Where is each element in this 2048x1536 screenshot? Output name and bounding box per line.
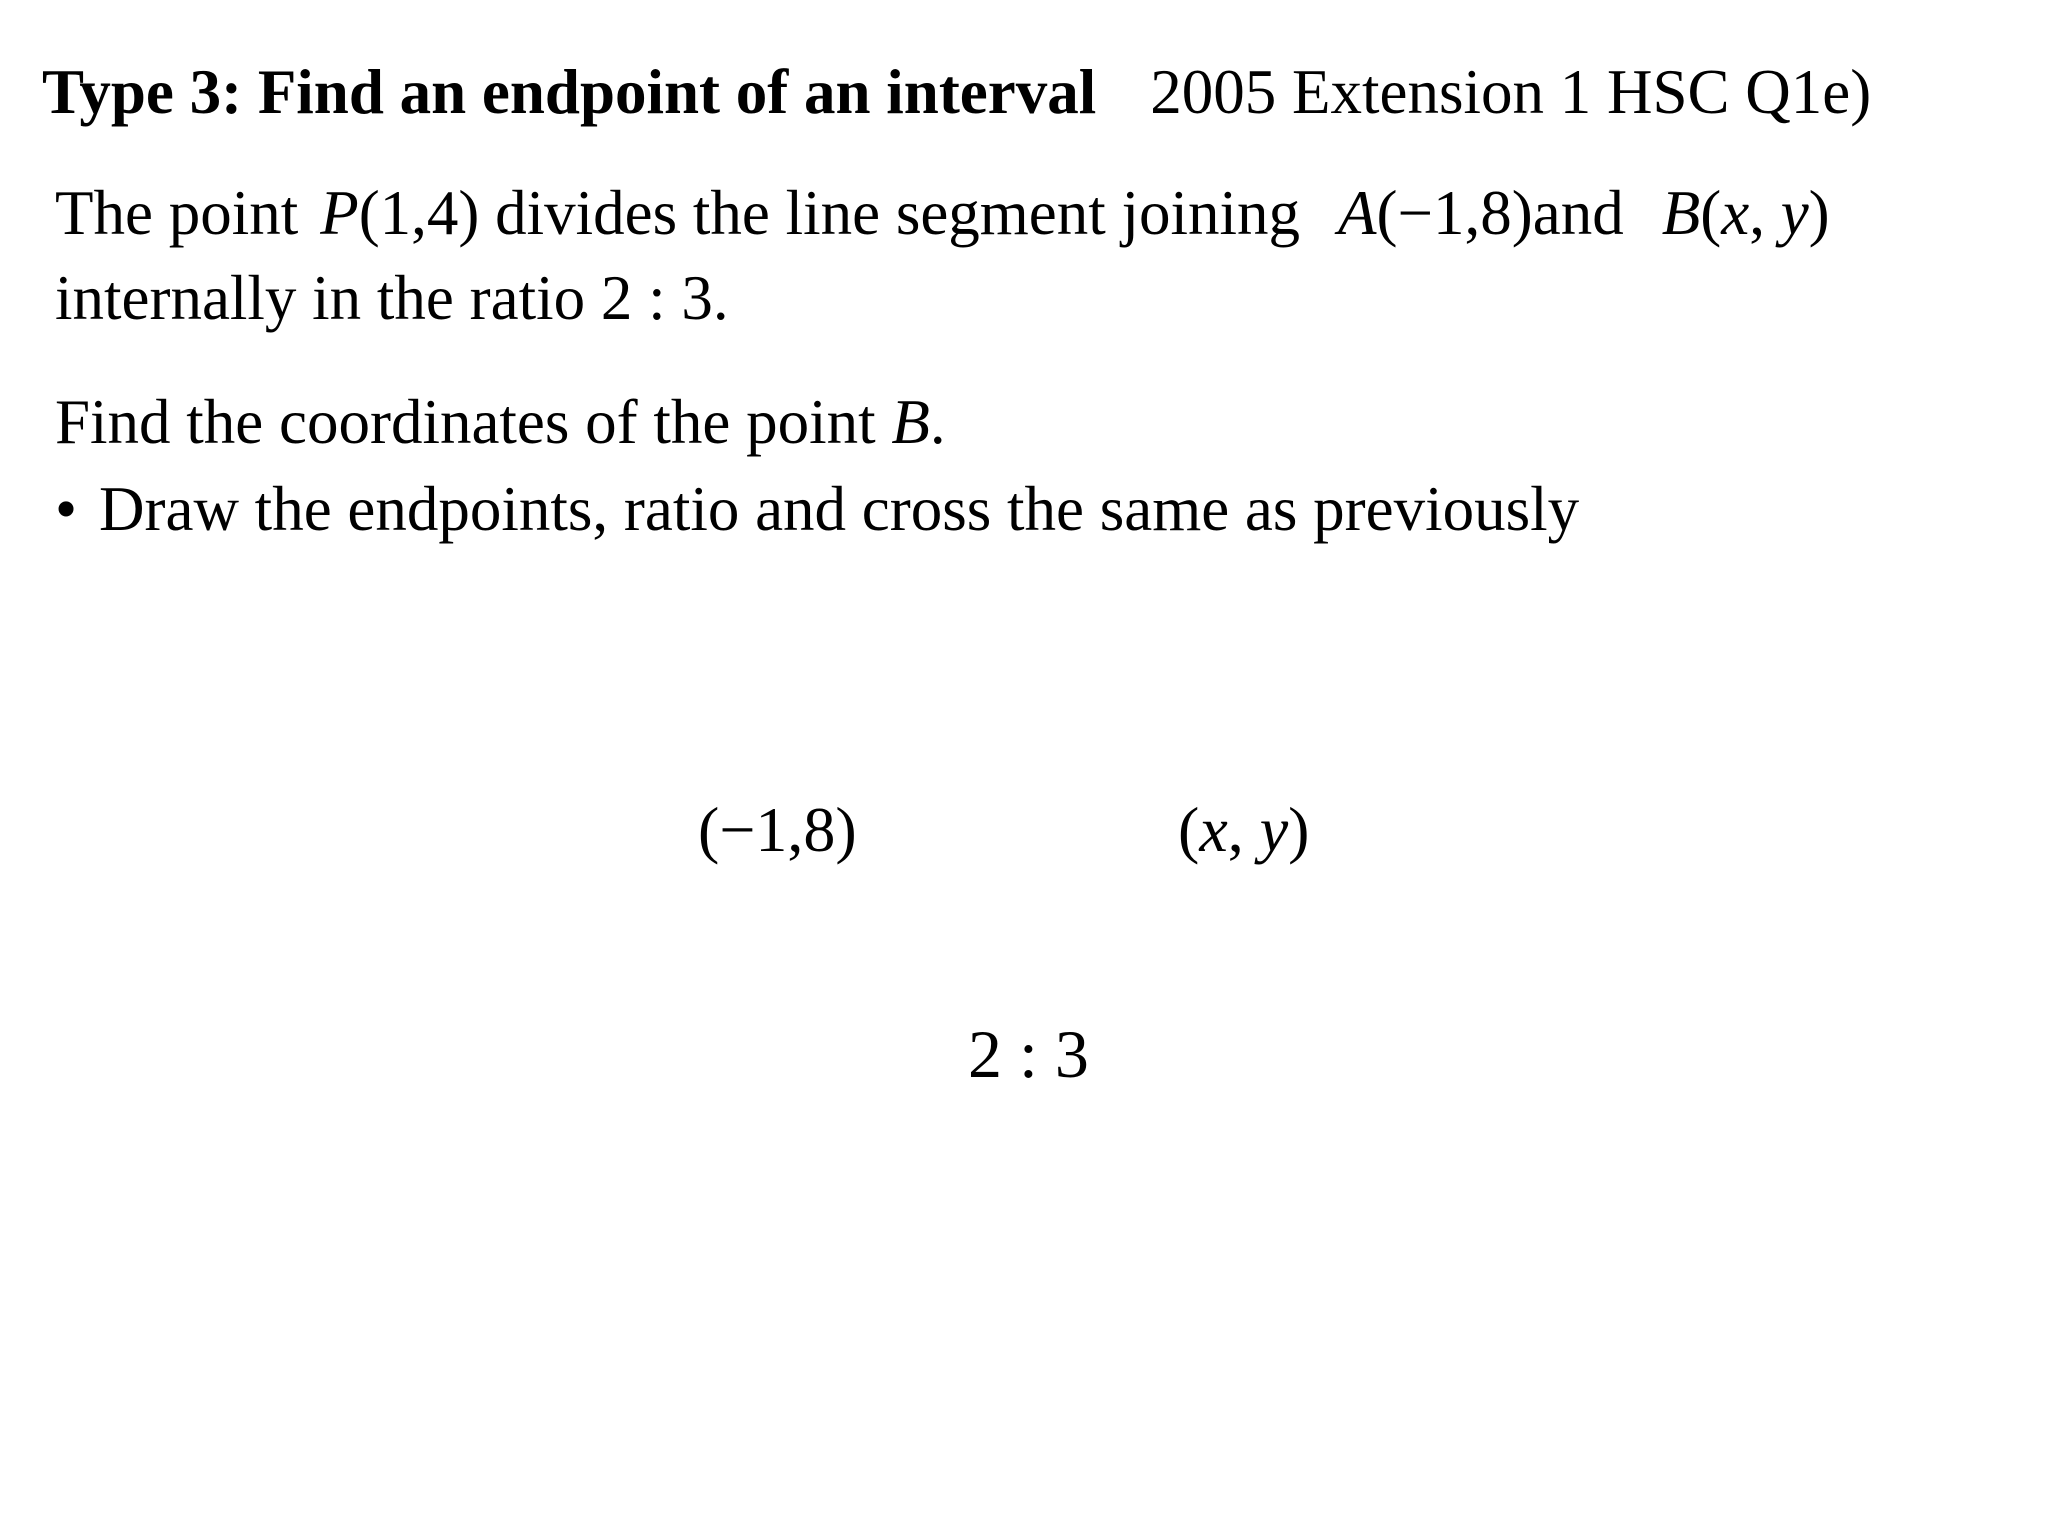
point-b-x: x [1721,178,1750,248]
endpoint-b-open: ( [1178,794,1200,865]
diagram-endpoint-b [1178,790,1309,870]
question-period: . [929,387,946,457]
text-divides: divides the line segment joining [495,178,1301,248]
text-the-point: The point [55,178,299,248]
endpoint-b-close: ) [1288,794,1310,865]
endpoint-b-y: y [1259,794,1289,865]
bullet-item [55,468,1579,550]
text-and: and [1532,178,1624,248]
diagram-ratio: 2 : 3 [968,1016,1089,1092]
slide-title [42,52,1871,132]
question-point-b: B [891,387,930,457]
diagram-endpoint-a: (−1,8) [698,794,857,865]
bullet-text: Draw the endpoints, ratio and cross the same as previously [99,474,1580,544]
title-reference: 2005 Extension 1 HSC Q1e) [1150,57,1872,127]
question-text: Find the coordinates of the point [55,387,892,457]
endpoint-b-comma: , [1227,794,1260,865]
point-a-label: A [1338,178,1377,248]
endpoint-b-x: x [1199,794,1228,865]
title-heading: Type 3: Find an endpoint of an interval [42,57,1097,127]
point-p-label: P [320,178,359,248]
point-a-coords: (−1,8) [1376,178,1533,248]
point-p-coords: (1,4) [358,178,480,248]
point-b-comma: , [1749,178,1781,248]
question-line [55,381,946,463]
point-b-y: y [1780,178,1809,248]
point-b-open: ( [1700,178,1722,248]
problem-line-2: internally in the ratio 2 : 3. [55,263,729,333]
point-b-label: B [1661,178,1701,248]
point-b-close: ) [1808,178,1830,248]
bullet-icon: • [55,474,78,544]
problem-line-1 [55,172,1830,254]
